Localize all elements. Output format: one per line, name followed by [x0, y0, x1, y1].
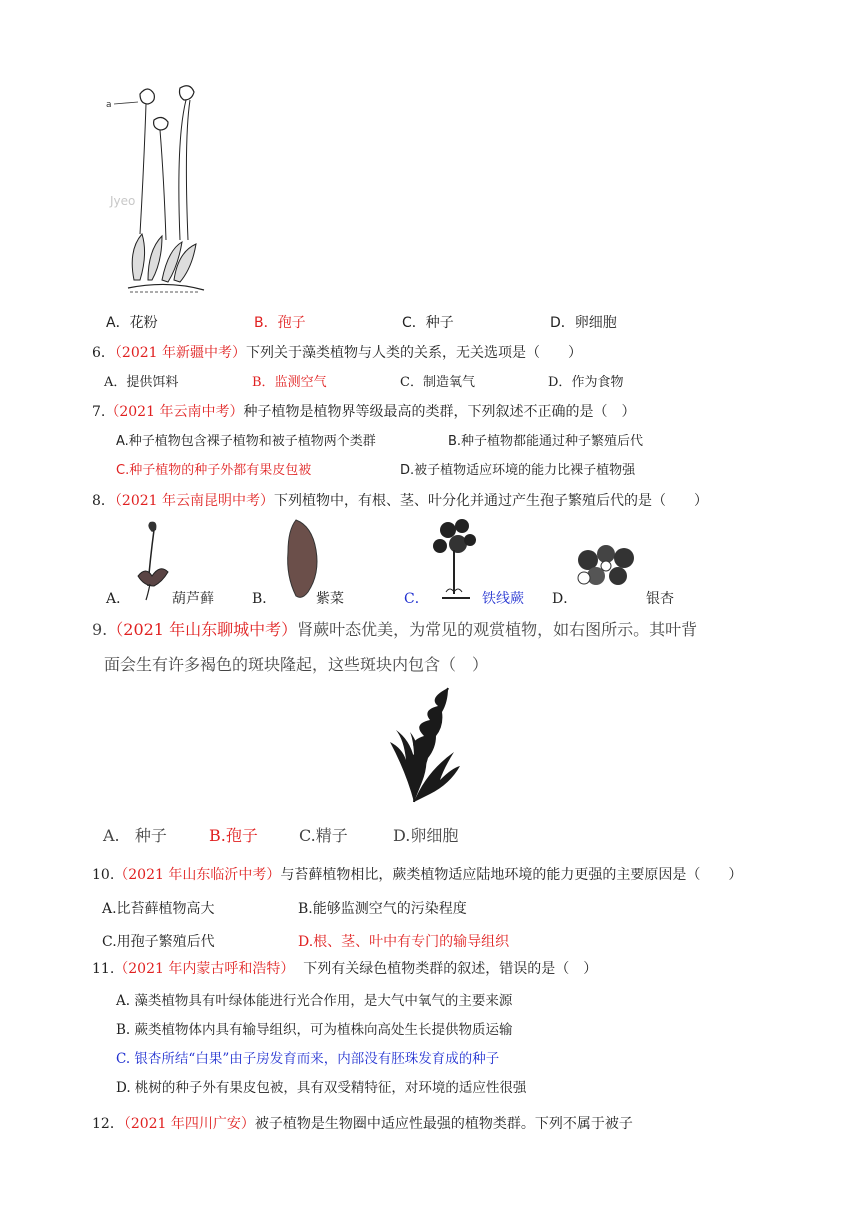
q8-stem: 8．（2021 年云南昆明中考）下列植物中，有根、茎、叶分化并通过产生孢子繁殖后代的是（ ） [92, 493, 709, 509]
q9-option-d: D.卵细胞 [393, 826, 459, 845]
q10-option-c: C.用孢子繁殖后代 [102, 934, 215, 950]
q7-option-b: B.种子植物都能通过种子繁殖后代 [448, 434, 644, 449]
q9-option-a: A. 种子 [103, 826, 167, 845]
q8-option-b-letter: B． [252, 591, 277, 607]
moss-figure [104, 80, 214, 300]
q8-option-b-text: 紫菜 [316, 591, 344, 607]
q10-stem: 10.（2021 年山东临沂中考）与苔藓植物相比，蕨类植物适应陆地环境的能力更强的主要原因是（ ） [92, 867, 743, 883]
q8-option-a-text: 葫芦藓 [172, 591, 214, 607]
q5-option-b: B．孢子 [254, 315, 306, 331]
q6-option-c: C．制造氧气 [400, 375, 475, 390]
q11-stem: 11.（2021 年内蒙古呼和浩特） 下列有关绿色植物类群的叙述，错误的是（ ） [92, 961, 598, 977]
q5-option-c: C．种子 [402, 315, 454, 331]
moss-watermark: Jyeo [110, 194, 136, 208]
q10-option-d: D.根、茎、叶中有专门的输导组织 [298, 934, 510, 950]
q7-option-c: C.种子植物的种子外都有果皮包被 [116, 463, 312, 478]
q8-option-c-letter: C． [404, 591, 429, 607]
q9-stem-line1: 9.（2021 年山东聊城中考）肾蕨叶态优美，为常见的观赏植物，如右图所示。其叶背 [92, 620, 698, 639]
q6-option-b: B．监测空气 [252, 375, 327, 390]
q12-stem: 12．（2021 年四川广安）被子植物是生物圈中适应性最强的植物类群。下列不属于被子 [92, 1116, 633, 1132]
q10-option-b: B.能够监测空气的污染程度 [298, 901, 467, 917]
q11-option-d: D. 桃树的种子外有果皮包被，具有双受精特征，对环境的适应性很强 [116, 1080, 527, 1096]
q5-option-a: A．花粉 [106, 315, 158, 331]
fern-plant-image [428, 516, 482, 606]
q11-option-c: C. 银杏所结“白果”由子房发育而来，内部没有胚珠发育成的种子 [116, 1051, 500, 1067]
q7-stem: 7.（2021 年云南中考）种子植物是植物界等级最高的类群，下列叙述不正确的是（ ） [92, 404, 636, 420]
q8-option-a-letter: A． [106, 591, 131, 607]
q6-stem: 6．（2021 年新疆中考）下列关于藻类植物与人类的关系，无关选项是（ ） [92, 345, 583, 361]
ginkgo-image [572, 544, 644, 594]
q6-option-d: D．作为食物 [548, 375, 624, 390]
q9-option-b: B.孢子 [209, 826, 258, 845]
q7-option-a: A.种子植物包含裸子植物和被子植物两个类群 [116, 434, 376, 449]
q7-option-d: D.被子植物适应环境的能力比裸子植物强 [400, 463, 636, 478]
fern-leaf-image [384, 684, 464, 804]
moss-label: a [106, 100, 112, 110]
q8-option-c-text: 铁线蕨 [482, 591, 524, 607]
q6-option-a: A．提供饵料 [104, 375, 179, 390]
q10-option-a: A.比苔藓植物高大 [102, 901, 215, 917]
q9-stem-line2: 面会生有许多褐色的斑块隆起，这些斑块内包含（ ） [104, 655, 489, 674]
moss-plant-image [128, 522, 178, 602]
q9-option-c: C.精子 [299, 826, 348, 845]
q8-option-d-text: 银杏 [646, 591, 674, 607]
q11-option-a: A. 藻类植物具有叶绿体能进行光合作用，是大气中氧气的主要来源 [116, 993, 513, 1009]
q11-option-b: B. 蕨类植物体内具有输导组织，可为植株向高处生长提供物质运输 [116, 1022, 513, 1038]
q5-option-d: D．卵细胞 [550, 315, 617, 331]
q8-option-d-letter: D． [552, 591, 578, 607]
